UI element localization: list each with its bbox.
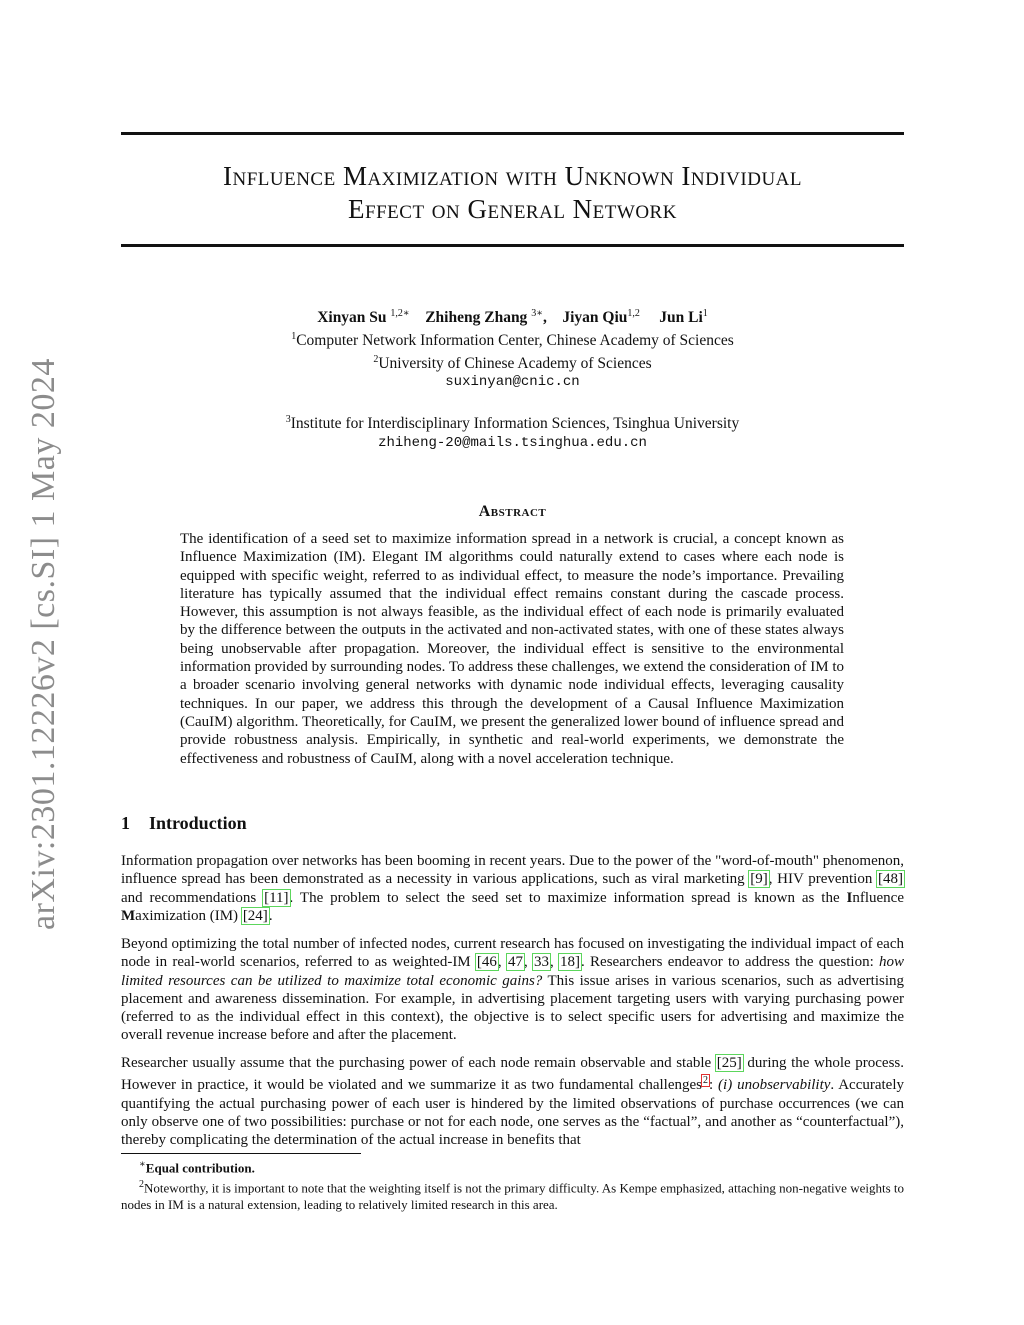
citation-link[interactable]: [46 [476,954,497,971]
citation-link[interactable]: 33 [533,954,549,971]
intro-paragraph-2: Beyond optimizing the total number of infected nodes, current research has focused on investigating the individual impact of each node in real-world scenarios, referred to as weighted-IM [46, 47, 33, 18]. Researchers endeavor to address the question: how limited resources can be utilized to maximize total economic gains? This issue arises in various scenarios, such as advertising placement and awareness dissemination. For example, in advertising placement targeting users with varying purchasing power (referred to as the individual effect in this context), the objective is to select specific users for advertising and maximize the overall revenue increase before and after the placement. [121,936,905,1044]
section-title: Introduction [149,813,247,833]
footnote-ref[interactable]: 2 [703,1075,708,1087]
abstract-text: The identification of a seed set to maximize information spread in a network is crucial, a concept known as Influence Maximization (IM). Elegant IM algorithms could naturally extend to cases where each node is equipped with specific weight, referred to as individual effect, to measure the node’s importance. Prevailing literature has typically assumed that the individual effect remains constant during the cascade process. However, this assumption is not always feasible, as the individual effect of each node is primarily evaluated by the difference between the outputs in the activated and non-activated states, with one of these states always being unobservable after propagation. Moreover, the individual effect is sensitive to the environmental information provided by surrounding nodes. To address these challenges, we extend the consideration of IM to a broader scenario involving general networks with dynamic node individual effects, leveraging causality techniques. In our paper, we address this through the development of a Causal Influence Maximization (CauIM) algorithm. Theoretically, for CauIM, we present the generalized lower bound of influence spread and provide robustness analysis. Empirically, in synthetic and real-world experiments, we demonstrate the effectiveness and robustness of CauIM, along with a novel acceleration technique. [180,531,844,767]
title-top-rule [121,132,904,135]
section-heading [121,813,247,834]
citation-link[interactable]: [9] [750,871,768,888]
author-name: Xinyan Su [317,309,387,327]
affiliation-2: $^2$University of Chinese Academy of Sciences [373,354,652,373]
paper-title [121,160,904,226]
footnote-1: ∗Equal contribution. [139,1159,255,1176]
author-sup: 1 [702,308,708,319]
intro-paragraph-3: Researcher usually assume that the purchasing power of each node remain observable and stable [25] during the whole process. However in practice, it would be violated and we summarize it as two fundamental challenges$^2$: (i) unobservability. Accurately quantifying the actual purchasing power of each user is hindered by the limited observations of purchase occurrences (we can only observe one of two possibilities: purchase or not for each node, one serves as the “factual”, and another as “counterfactual”), thereby complicating the determination of the actual increase in benefits that [121,1055,904,1149]
affiliation-1: $^1$Computer Network Information Center, Chinese Academy of Sciences [291,331,734,350]
email-1[interactable]: suxinyan@cnic.cn [445,374,580,391]
footnote-2: $^2$Noteworthy, it is important to note that the weighting itself is not the primary difficulty. As Kempe emphasized, attaching non-negative weights to nodes in IM is a natural extension, leading to relatively limited research in this area. [121,1178,904,1212]
email-2[interactable]: zhiheng-20@mails.tsinghua.edu.cn [378,434,647,451]
author-name: Zhiheng Zhang [425,309,528,327]
author-sup: 1,2∗ [390,308,410,319]
arxiv-stamp: arXiv:2301.12226v2 [cs.SI] 1 May 2024 [25,358,62,930]
title-line-1: Influence Maximization with Unknown Individual [222,161,802,191]
citation-link[interactable]: 18] [560,954,581,971]
footnotes [121,1157,904,1213]
citation-link[interactable]: [25] [716,1055,742,1071]
affiliation-3: $^3$Institute for Interdisciplinary Information Sciences, Tsinghua University [285,414,740,433]
citation-link[interactable]: [24] [242,907,268,924]
title-bottom-rule [121,244,904,247]
citation-link[interactable]: 47 [507,954,523,971]
author-name: Jun Li [659,309,703,327]
citation-link[interactable]: [11] [264,889,289,906]
author-sup: 1,2 [627,308,640,319]
author-block [121,304,904,453]
title-line-2: Effect on General Network [348,194,677,224]
section-number: 1 [121,813,130,833]
abstract-heading: Abstract [478,503,547,520]
footnote-divider [121,1153,361,1154]
intro-paragraph-1: Information propagation over networks has been booming in recent years. Due to the power of the "word-of-mouth" phenomenon, influence spread has been demonstrated as a necessity in various applications, such as viral marketing [9], HIV prevention [48] and recommendations [11]. The problem to select the seed set to maximize information spread is known as the Influence Maximization (IM) [24]. [121,853,904,924]
citation-link[interactable]: [48] [878,871,903,888]
author-name: Jiyan Qiu [562,309,628,327]
author-list: Xinyan Su $^{1,2∗}$ Zhiheng Zhang $^{3∗}$, Jiyan Qiu$^{1,2}$ Jun Li$^1$ [317,308,708,327]
author-sup: 3∗ [531,308,543,319]
